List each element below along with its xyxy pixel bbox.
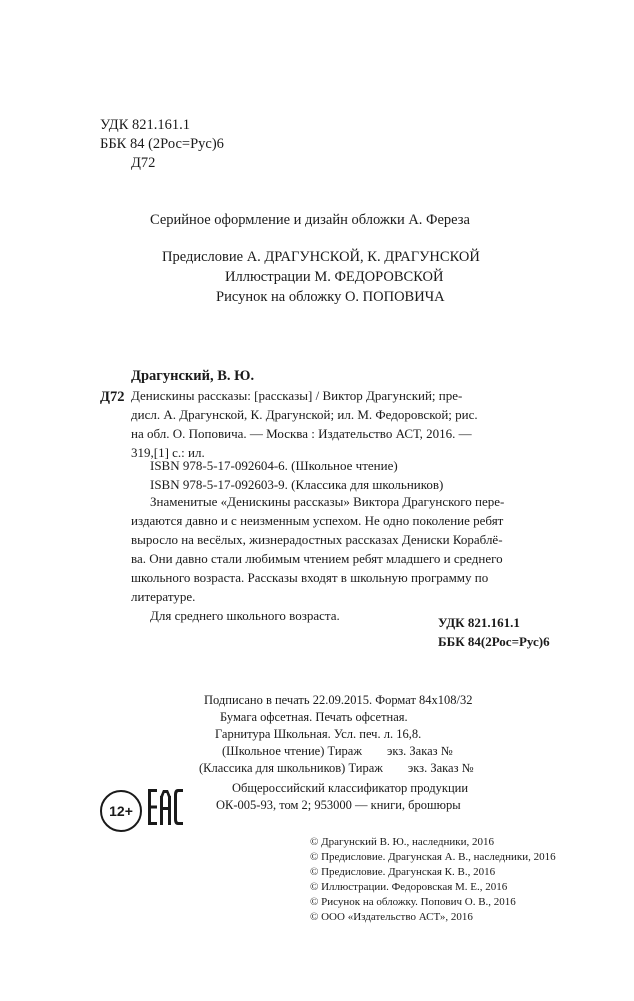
bbk-top: ББК 84 (2Рос=Рус)6 — [100, 136, 224, 152]
preface-credit: Предисловие А. ДРАГУНСКОЙ, К. ДРАГУНСКОЙ — [162, 249, 480, 265]
annotation-line: литературе. — [131, 589, 196, 604]
isbn-classics: ISBN 978-5-17-092603-9. (Классика для школьников) — [150, 477, 444, 492]
biblio-author: Драгунский, В. Ю. — [131, 368, 255, 384]
copyright-line: © Предисловие. Драгунская К. В., 2016 — [310, 866, 496, 878]
biblio-mark: Д72 — [100, 389, 125, 405]
series-design-credit: Серийное оформление и дизайн обложки А. Фереза — [150, 212, 470, 228]
biblio-line: дисл. А. Драгунской, К. Драгунской; ил. М. Федоровской; рис. — [131, 407, 478, 422]
okp-line: ОК-005-93, том 2; 953000 — книги, брошюры — [216, 798, 461, 812]
imprint-paper: Бумага офсетная. Печать офсетная. — [220, 710, 408, 724]
imprint-print-run-school: (Школьное чтение) Тираж экз. Заказ № — [222, 744, 453, 758]
udk-top: УДК 821.161.1 — [100, 117, 190, 133]
imprint-signed: Подписано в печать 22.09.2015. Формат 84x108/32 — [204, 693, 473, 707]
age-rating-badge — [100, 790, 142, 832]
annotation-line: выросло на весёлых, жизнерадостных рассказах Дениски Кораблё- — [131, 532, 503, 547]
okp-line: Общероссийский классификатор продукции — [232, 781, 469, 795]
cover-drawing-credit: Рисунок на обложку О. ПОПОВИЧА — [216, 289, 445, 305]
imprint-typeface: Гарнитура Школьная. Усл. печ. л. 16,8. — [215, 727, 422, 741]
eac-mark-icon — [148, 787, 184, 827]
age-rating-label: 12+ — [109, 803, 133, 819]
biblio-line: на обл. О. Поповича. — Москва : Издательство АСТ, 2016. — — [131, 426, 472, 441]
copyright-line: © Предисловие. Драгунская А. В., наследники, 2016 — [310, 851, 556, 863]
annotation-line: издаются давно и с неизменным успехом. Не одно поколение ребят — [131, 513, 504, 528]
bbk-bottom: ББК 84(2Рос=Рус)6 — [438, 634, 550, 649]
annotation-line: ва. Они давно стали любимым чтением ребят младшего и среднего — [131, 551, 503, 566]
copyright-line: © ООО «Издательство АСТ», 2016 — [310, 911, 473, 923]
biblio-line: 319,[1] с.: ил. — [131, 445, 205, 460]
author-mark-top: Д72 — [131, 155, 156, 171]
annotation-line: школьного возраста. Рассказы входят в школьную программу по — [131, 570, 489, 585]
copyright-line: © Рисунок на обложку. Попович О. В., 2016 — [310, 896, 516, 908]
annotation-line: Знаменитые «Денискины рассказы» Виктора Драгунского пере- — [150, 494, 505, 509]
copyright-line: © Драгунский В. Ю., наследники, 2016 — [310, 836, 495, 848]
isbn-school-reading: ISBN 978-5-17-092604-6. (Школьное чтение) — [150, 458, 398, 473]
illustrations-credit: Иллюстрации М. ФЕДОРОВСКОЙ — [225, 269, 444, 285]
udk-bottom: УДК 821.161.1 — [438, 615, 520, 630]
imprint-print-run-classics: (Классика для школьников) Тираж экз. Заказ № — [199, 761, 474, 775]
biblio-line: Денискины рассказы: [рассказы] / Виктор Драгунский; пре- — [131, 388, 463, 403]
annotation-audience: Для среднего школьного возраста. — [150, 608, 340, 623]
copyright-line: © Иллюстрации. Федоровская М. Е., 2016 — [310, 881, 508, 893]
